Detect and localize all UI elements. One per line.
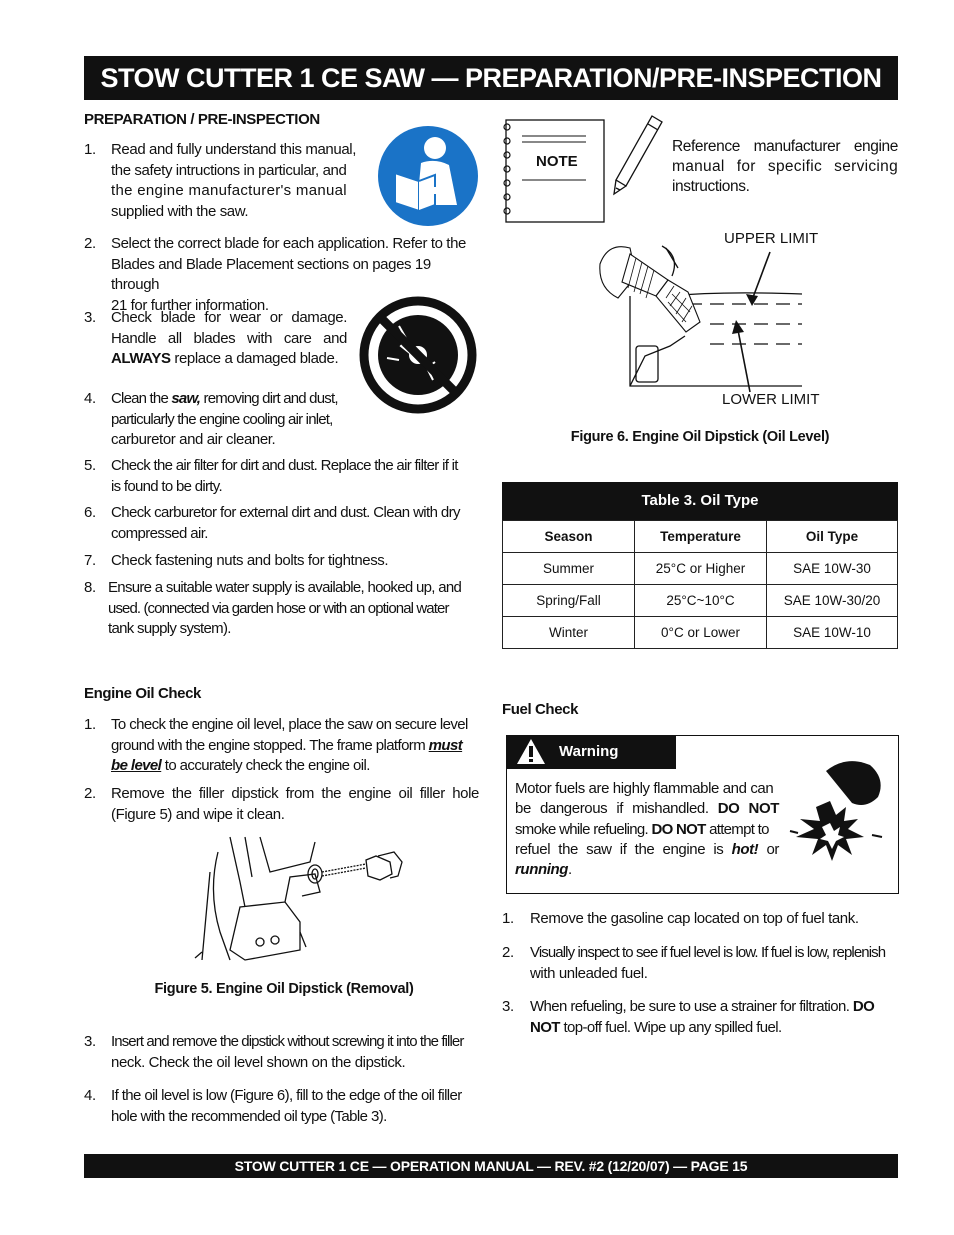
fuel-item-1 bbox=[502, 909, 902, 931]
dipstick-removal-figure bbox=[190, 832, 410, 972]
item-number: 1. bbox=[502, 910, 514, 927]
line-text: or bbox=[758, 840, 780, 858]
line: Blades and Blade Placement sections on pages 19 through bbox=[111, 255, 431, 293]
line: Visually inspect to see if fuel level is low. If fuel is low, replenish bbox=[530, 944, 886, 961]
table-row bbox=[503, 617, 898, 649]
fuel-check-heading: Fuel Check bbox=[502, 701, 579, 718]
line bbox=[515, 820, 779, 840]
line: (Figure 5) and wipe it clean. bbox=[111, 805, 285, 823]
emphasis: NOT bbox=[530, 1018, 560, 1036]
line: Check carburetor for external dirt and dust. Clean with dry bbox=[111, 504, 460, 521]
line-text: ground with the engine stopped. The frame platform bbox=[111, 736, 429, 754]
figure-5-caption: Figure 5. Engine Oil Dipstick (Removal) bbox=[154, 981, 414, 997]
oil-item-4 bbox=[84, 1086, 484, 1128]
line bbox=[111, 756, 483, 777]
table-cell: SAE 10W-10 bbox=[767, 617, 898, 649]
read-manual-icon bbox=[377, 125, 479, 227]
page-footer: STOW CUTTER 1 CE — OPERATION MANUAL — REV. #2 (12/20/07) — PAGE 15 bbox=[84, 1154, 898, 1178]
page-title-banner: STOW CUTTER 1 CE SAW — PREPARATION/PRE-INSPECTION bbox=[84, 56, 898, 100]
line-text: replace a damaged blade. bbox=[170, 350, 339, 367]
warning-triangle-icon bbox=[516, 738, 546, 765]
line: Motor fuels are highly flammable and can bbox=[515, 780, 774, 797]
item-number: 2. bbox=[84, 785, 96, 802]
note-label: NOTE bbox=[536, 153, 578, 170]
table-row bbox=[503, 553, 898, 585]
prep-item-1 bbox=[84, 140, 366, 224]
fuel-item-2 bbox=[502, 943, 902, 985]
table-cell: Summer bbox=[503, 553, 635, 585]
line: is found to be dirty. bbox=[111, 477, 222, 495]
line bbox=[111, 349, 347, 370]
item-number: 1. bbox=[84, 141, 96, 158]
line bbox=[111, 389, 351, 410]
line: Insert and remove the dipstick without screwing it into the filler bbox=[111, 1033, 464, 1050]
line: the engine manufacturer's manual bbox=[111, 182, 347, 199]
line: manual for specific servicing bbox=[672, 158, 898, 175]
line: Ensure a suitable water supply is available, hooked up, and bbox=[108, 579, 462, 596]
line: the safety intructions in particular, and bbox=[111, 161, 347, 179]
line: neck. Check the oil level shown on the dipstick. bbox=[111, 1053, 406, 1071]
notebook-icon bbox=[498, 118, 610, 226]
line-text: Clean the bbox=[111, 390, 172, 407]
column-header: Temperature bbox=[635, 521, 767, 553]
table-cell: SAE 10W-30 bbox=[767, 553, 898, 585]
oil-type-table bbox=[502, 520, 898, 649]
line: Select the correct blade for each application. Refer to the bbox=[111, 235, 466, 252]
line: Remove the gasoline cap located on top of fuel tank. bbox=[530, 910, 859, 927]
oil-item-1 bbox=[84, 715, 484, 777]
line: If the oil level is low (Figure 6), fill to the edge of the oil filler bbox=[111, 1087, 462, 1104]
table-3-title: Table 3. Oil Type bbox=[502, 482, 898, 520]
prep-item-7 bbox=[84, 551, 484, 573]
prep-item-8 bbox=[84, 578, 484, 640]
line: Remove the filler dipstick from the engine oil filler hole bbox=[111, 785, 479, 802]
prep-item-2 bbox=[84, 234, 484, 314]
emphasis: DO NOT bbox=[717, 800, 779, 818]
item-number: 7. bbox=[84, 552, 96, 569]
line: used. (connected via garden hose or with an optional water bbox=[108, 599, 449, 617]
line: 21 for further information. bbox=[111, 296, 269, 314]
fuel-item-3 bbox=[502, 997, 902, 1039]
emphasis: DO NOT bbox=[651, 820, 706, 838]
line: compressed air. bbox=[111, 524, 208, 542]
no-damaged-blade-icon bbox=[359, 296, 477, 414]
table-cell: 25°C~10°C bbox=[635, 585, 767, 617]
table-header-row bbox=[503, 521, 898, 553]
oil-level-dipstick-figure bbox=[590, 236, 810, 396]
line: Check the air filter for dirt and dust. Replace the air filter if it bbox=[111, 457, 458, 474]
line: with unleaded fuel. bbox=[530, 964, 648, 982]
line bbox=[515, 840, 779, 860]
line: Handle all blades with care and bbox=[111, 329, 347, 347]
table-cell: Spring/Fall bbox=[503, 585, 635, 617]
emphasis: ALWAYS bbox=[111, 350, 171, 367]
table-cell: 25°C or Higher bbox=[635, 553, 767, 585]
line: hole with the recommended oil type (Table 3). bbox=[111, 1107, 387, 1125]
line: carburetor and air cleaner. bbox=[111, 431, 276, 448]
warning-text bbox=[515, 779, 779, 880]
line: Check fastening nuts and bolts for tightness. bbox=[111, 552, 389, 569]
table-cell: 0°C or Lower bbox=[635, 617, 767, 649]
line bbox=[530, 1018, 900, 1039]
item-number: 2. bbox=[502, 944, 514, 961]
emphasis: be level bbox=[111, 757, 162, 774]
line: particularly the engine cooling air inlet, bbox=[111, 410, 333, 428]
column-header: Season bbox=[503, 521, 635, 553]
prep-item-6 bbox=[84, 503, 484, 545]
emphasis: hot! bbox=[731, 840, 759, 858]
svg-text:×: × bbox=[836, 790, 841, 799]
table-row bbox=[503, 585, 898, 617]
line: instructions. bbox=[672, 178, 750, 195]
line-text: removing dirt and dust, bbox=[200, 390, 338, 407]
line-text: be dangerous if mishandled. bbox=[515, 800, 718, 818]
prep-item-5 bbox=[84, 456, 484, 498]
item-number: 2. bbox=[84, 235, 96, 252]
prep-heading: PREPARATION / PRE-INSPECTION bbox=[84, 111, 320, 128]
item-number: 8. bbox=[84, 579, 96, 596]
item-number: 4. bbox=[84, 390, 96, 407]
prep-item-4 bbox=[84, 389, 354, 451]
item-number: 5. bbox=[84, 457, 96, 474]
oil-item-2 bbox=[84, 784, 484, 826]
item-number: 1. bbox=[84, 716, 96, 733]
warning-label: Warning bbox=[559, 743, 619, 760]
line bbox=[530, 997, 900, 1018]
emphasis: running bbox=[515, 861, 569, 879]
line: tank supply system). bbox=[108, 620, 231, 637]
line: Read and fully understand this manual, bbox=[111, 141, 356, 158]
emphasis: saw, bbox=[171, 390, 201, 407]
figure-6-caption: Figure 6. Engine Oil Dipstick (Oil Level) bbox=[570, 429, 830, 445]
line-text: top-off fuel. Wipe up any spilled fuel. bbox=[559, 1018, 782, 1036]
emphasis: DO bbox=[852, 998, 875, 1015]
item-number: 3. bbox=[84, 1033, 96, 1050]
line: Check blade for wear or damage. bbox=[111, 309, 347, 326]
note-text bbox=[672, 137, 898, 197]
oil-item-3 bbox=[84, 1032, 484, 1074]
oil-check-heading: Engine Oil Check bbox=[84, 685, 201, 702]
line: To check the engine oil level, place the saw on secure level bbox=[111, 716, 468, 733]
line bbox=[111, 736, 483, 757]
line: supplied with the saw. bbox=[111, 202, 249, 220]
table-cell: SAE 10W-30/20 bbox=[767, 585, 898, 617]
item-number: 3. bbox=[84, 309, 96, 326]
pencil-icon bbox=[606, 114, 666, 198]
line-text: . bbox=[568, 861, 572, 879]
line-text: When refueling, be sure to use a strainer for filtration. bbox=[530, 998, 853, 1015]
line bbox=[515, 860, 779, 880]
table-cell: Winter bbox=[503, 617, 635, 649]
upper-limit-label: UPPER LIMIT bbox=[724, 230, 819, 247]
line: Reference manufacturer engine bbox=[672, 138, 898, 155]
line-text: to accurately check the engine oil. bbox=[161, 757, 370, 774]
lower-limit-label: LOWER LIMIT bbox=[722, 391, 820, 408]
item-number: 6. bbox=[84, 504, 96, 521]
line-text: refuel the saw if the engine is bbox=[515, 840, 732, 858]
line-text: attempt to bbox=[705, 820, 769, 838]
item-number: 4. bbox=[84, 1087, 96, 1104]
line bbox=[515, 799, 779, 819]
emphasis: must bbox=[428, 736, 463, 754]
item-number: 3. bbox=[502, 998, 514, 1015]
warning-header bbox=[506, 735, 676, 769]
prep-item-3 bbox=[84, 308, 350, 370]
line-text: smoke while refueling. bbox=[515, 820, 652, 838]
column-header: Oil Type bbox=[767, 521, 898, 553]
explosion-icon bbox=[786, 757, 886, 869]
